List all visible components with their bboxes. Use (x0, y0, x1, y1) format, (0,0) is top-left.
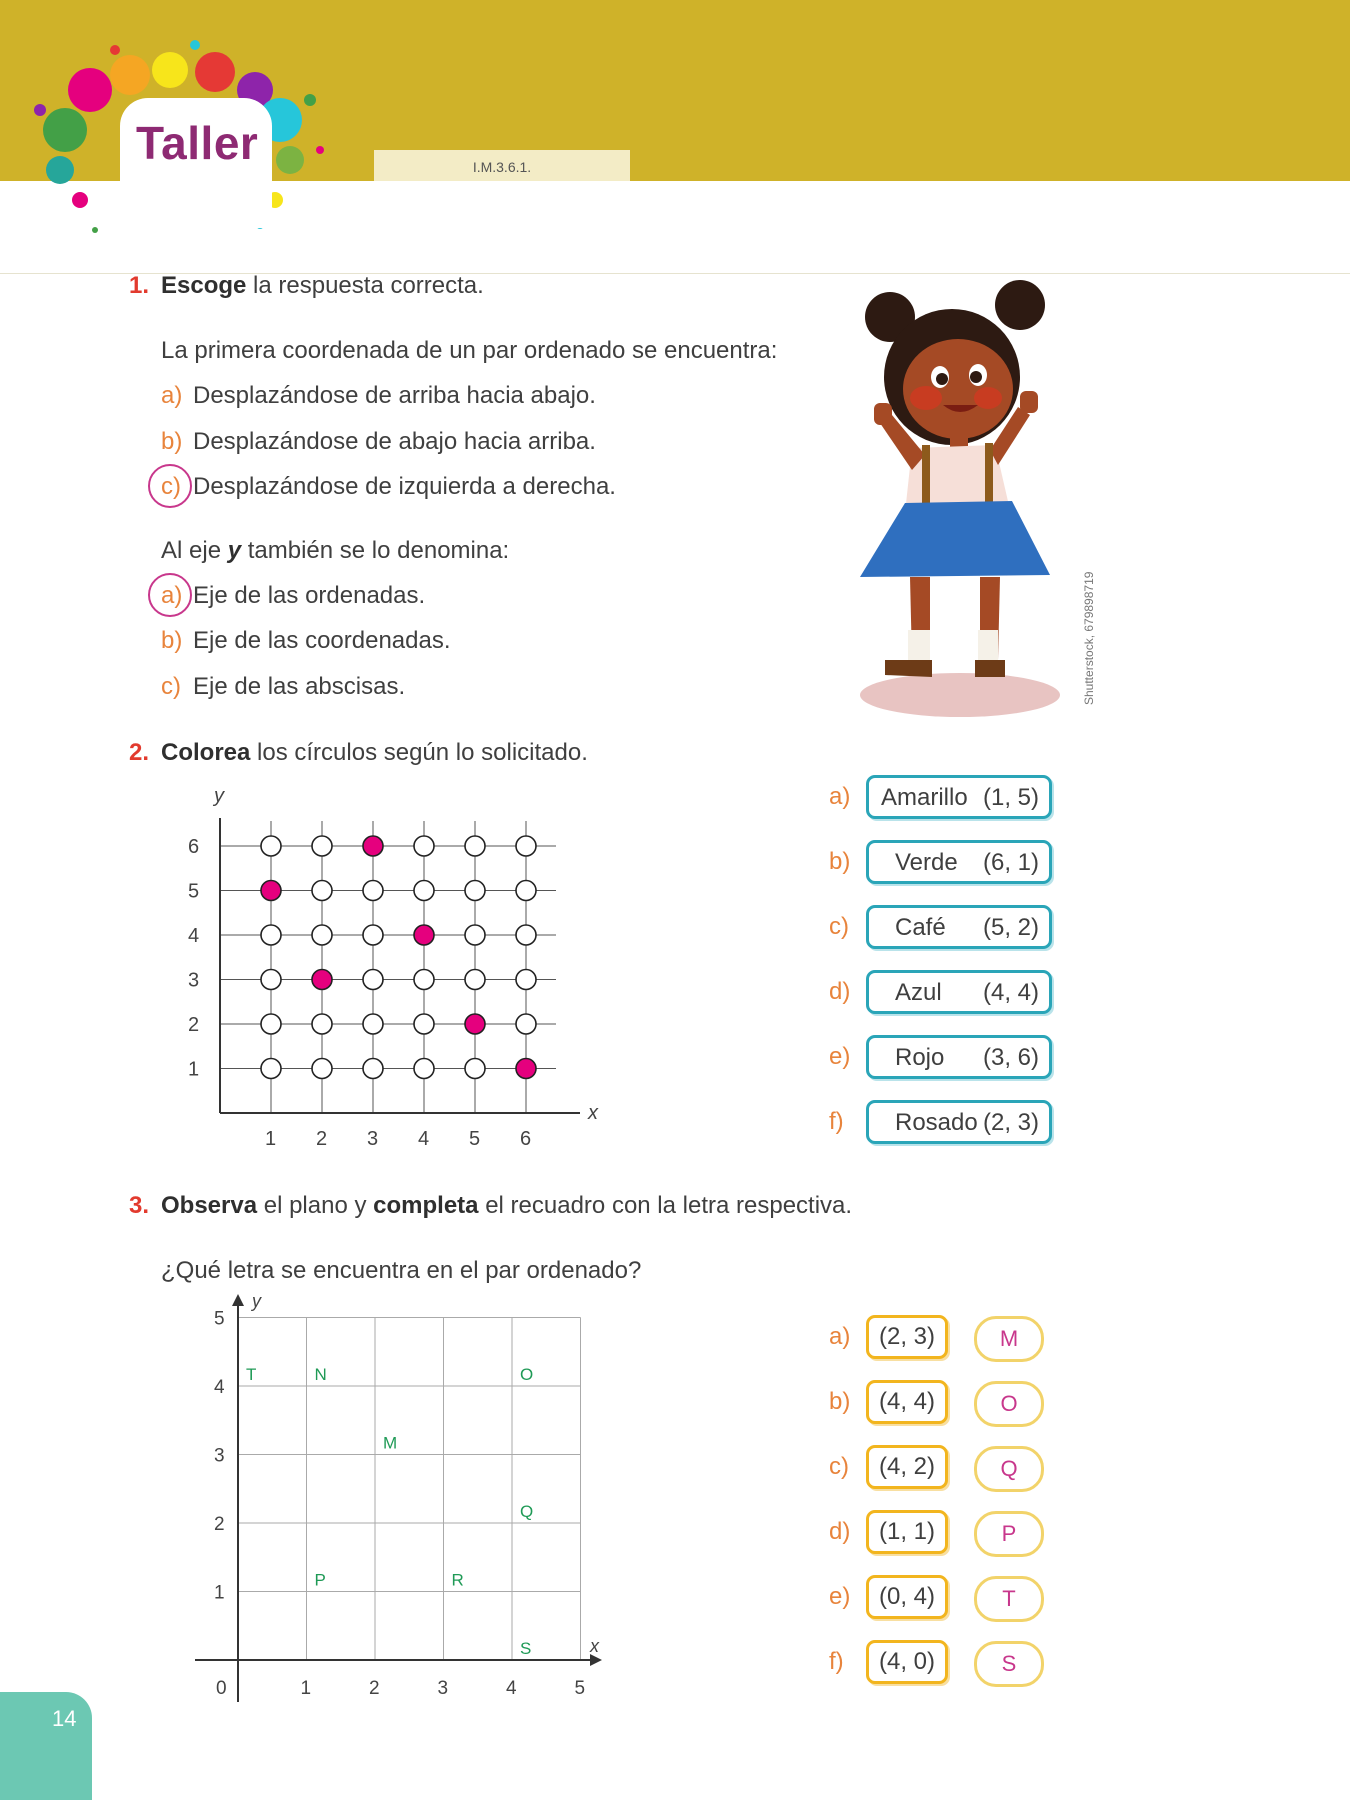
girl-illustration (840, 265, 1080, 725)
coordinate-grid-chart (180, 778, 620, 1158)
q2-option-c-text[interactable]: Eje de las abscisas. (193, 673, 406, 700)
ex2-item-letter: e) (829, 1043, 851, 1070)
ex3-pair-box: (1, 1) (866, 1510, 948, 1554)
y-tick-label: 2 (214, 1514, 225, 1535)
empty-point (516, 1014, 536, 1034)
curriculum-code: I.M.3.6.1. (374, 150, 630, 181)
y-tick-label: 4 (214, 1377, 225, 1398)
empty-point (312, 925, 332, 945)
exercise-2-instruction: Colorea los círculos según lo solicitado. (161, 739, 588, 766)
empty-point (465, 970, 485, 990)
empty-point (312, 881, 332, 901)
x-axis-label: x (590, 1636, 599, 1656)
empty-point (261, 925, 281, 945)
empty-point (465, 881, 485, 901)
ex3-item-letter: e) (829, 1583, 851, 1610)
ex3-answer-box[interactable]: Q (974, 1446, 1044, 1492)
empty-point (414, 970, 434, 990)
question-2-prompt: Al eje y también se lo denomina: (161, 537, 510, 564)
ex3-pair-box: (4, 4) (866, 1380, 948, 1424)
point-label-s: S (520, 1639, 532, 1658)
y-tick-label: 3 (214, 1445, 225, 1467)
ex3-item-letter: f) (829, 1648, 844, 1675)
ex2-color-name: Azul (895, 979, 942, 1006)
empty-point (465, 1059, 485, 1079)
ex3-item-letter: c) (829, 1453, 849, 1480)
question-1-prompt: La primera coordenada de un par ordenado se encuentra: (161, 337, 778, 364)
exercise-1-instruction: Escoge la respuesta correcta. (161, 272, 484, 299)
empty-point (516, 881, 536, 901)
filled-point (465, 1014, 485, 1034)
q2-option-a-letter: a) (161, 582, 183, 609)
empty-point (363, 970, 383, 990)
ex2-item-box (866, 775, 1052, 819)
ex3-answer-box[interactable]: P (974, 1511, 1044, 1557)
empty-point (312, 1014, 332, 1034)
ex2-color-name: Rosado (895, 1109, 978, 1136)
empty-point (414, 1059, 434, 1079)
ex2-coordinate-pair: (4, 4) (983, 979, 1040, 1006)
empty-point (516, 836, 536, 856)
empty-point (465, 925, 485, 945)
ex2-item-box (866, 905, 1052, 949)
x-axis-label: x (588, 1102, 598, 1124)
empty-point (261, 1059, 281, 1079)
q2-option-a-text[interactable]: Eje de las ordenadas. (193, 582, 426, 609)
ex2-color-name: Café (895, 914, 946, 941)
point-label-r: R (451, 1570, 464, 1590)
ex2-item-letter: b) (829, 848, 851, 875)
point-label-q: Q (520, 1502, 534, 1521)
x-tick-label: 6 (520, 1128, 532, 1150)
x-tick-label: 1 (265, 1128, 277, 1150)
image-credit: Shutterstock, 679898719 (1082, 571, 1096, 705)
x-tick-label: 2 (316, 1128, 328, 1150)
ex2-item-letter: d) (829, 978, 851, 1005)
point-label-p: P (314, 1570, 326, 1590)
ex3-answer-box[interactable]: O (974, 1381, 1044, 1427)
empty-point (414, 836, 434, 856)
empty-point (363, 925, 383, 945)
page-number-tab (0, 1692, 92, 1800)
ex2-color-name: Verde (895, 849, 958, 876)
ex2-item-letter: f) (829, 1108, 844, 1135)
filled-point (414, 925, 434, 945)
empty-point (363, 1059, 383, 1079)
empty-point (516, 970, 536, 990)
y-tick-label: 2 (188, 1014, 200, 1036)
y-tick-label: 5 (214, 1308, 225, 1330)
empty-point (414, 1014, 434, 1034)
ex3-item-letter: a) (829, 1323, 851, 1350)
y-axis-label: y (252, 1291, 261, 1311)
ex2-coordinate-pair: (1, 5) (983, 784, 1040, 811)
ex2-coordinate-pair: (5, 2) (983, 914, 1040, 941)
x-tick-label: 4 (506, 1678, 517, 1699)
empty-point (261, 970, 281, 990)
q1-option-a-text[interactable]: Desplazándose de arriba hacia abajo. (193, 382, 596, 409)
ex2-item-box (866, 970, 1052, 1014)
y-tick-label: 6 (188, 836, 200, 858)
exercise-3-number: 3. (129, 1192, 150, 1219)
point-label-t: T (246, 1365, 257, 1384)
filled-point (363, 836, 383, 856)
q2-option-b-letter: b) (161, 627, 183, 654)
empty-point (465, 836, 485, 856)
letter-plane-chart (180, 1290, 620, 1710)
exercise-2-number: 2. (129, 739, 150, 766)
ex2-item-box (866, 1035, 1052, 1079)
y-tick-label: 1 (214, 1582, 225, 1604)
x-tick-label: 3 (367, 1128, 379, 1150)
empty-point (261, 836, 281, 856)
filled-point (516, 1059, 536, 1079)
page-title: Taller (136, 117, 259, 169)
q2-option-c-letter: c) (161, 673, 181, 700)
ex2-item-box (866, 840, 1052, 884)
ex2-coordinate-pair: (6, 1) (983, 849, 1040, 876)
ex3-answer-box[interactable]: T (974, 1576, 1044, 1622)
empty-point (312, 1059, 332, 1079)
ex3-item-letter: b) (829, 1388, 851, 1415)
ex3-answer-box[interactable]: M (974, 1316, 1044, 1362)
ex2-coordinate-pair: (3, 6) (983, 1044, 1040, 1071)
page-number: 14 (52, 1706, 77, 1731)
empty-point (516, 925, 536, 945)
ex3-pair-box: (4, 0) (866, 1640, 948, 1684)
y-tick-label: 5 (188, 880, 200, 903)
ex2-item-letter: c) (829, 913, 849, 940)
x-tick-label: 4 (418, 1128, 430, 1150)
y-tick-label: 4 (188, 925, 200, 947)
exercise-3-question: ¿Qué letra se encuentra en el par ordenado? (161, 1257, 642, 1284)
ex2-color-name: Amarillo (881, 784, 968, 811)
empty-point (363, 881, 383, 901)
q1-option-c-letter: c) (161, 473, 181, 500)
filled-point (261, 881, 281, 901)
empty-point (261, 1014, 281, 1034)
q2-option-b-text[interactable]: Eje de las coordenadas. (193, 627, 451, 654)
x-tick-label: 2 (369, 1678, 380, 1699)
point-label-n: N (314, 1365, 327, 1384)
ex3-answer-box[interactable]: S (974, 1641, 1044, 1687)
empty-point (312, 836, 332, 856)
point-label-o: O (520, 1365, 534, 1384)
exercise-1-number: 1. (129, 272, 150, 299)
ex2-color-name: Rojo (895, 1044, 945, 1071)
x-tick-label: 3 (437, 1678, 449, 1699)
y-axis-arrow (232, 1294, 244, 1306)
q1-option-c-text[interactable]: Desplazándose de izquierda a derecha. (193, 473, 616, 500)
ex2-coordinate-pair: (2, 3) (983, 1109, 1040, 1136)
empty-point (414, 881, 434, 901)
q1-option-a-letter: a) (161, 382, 183, 409)
ex2-item-box (866, 1100, 1052, 1144)
ex3-pair-box: (2, 3) (866, 1315, 948, 1359)
x-tick-label: 1 (300, 1678, 312, 1699)
ex3-item-letter: d) (829, 1518, 851, 1545)
y-axis-label: y (214, 785, 224, 807)
y-tick-label: 3 (188, 969, 200, 992)
point-label-m: M (383, 1433, 398, 1453)
x-tick-label: 5 (574, 1678, 586, 1699)
q1-option-b-text[interactable]: Desplazándose de abajo hacia arriba. (193, 428, 596, 455)
ex3-pair-box: (0, 4) (866, 1575, 948, 1619)
empty-point (363, 1014, 383, 1034)
ex2-item-letter: a) (829, 783, 851, 810)
exercise-3-instruction: Observa el plano y completa el recuadro con la letra respectiva. (161, 1192, 853, 1219)
y-tick-label: 1 (188, 1058, 200, 1081)
x-tick-label: 5 (469, 1128, 481, 1150)
q1-option-b-letter: b) (161, 428, 183, 455)
ex3-pair-box: (4, 2) (866, 1445, 948, 1489)
x-tick-label: 0 (216, 1678, 227, 1699)
filled-point (312, 970, 332, 990)
